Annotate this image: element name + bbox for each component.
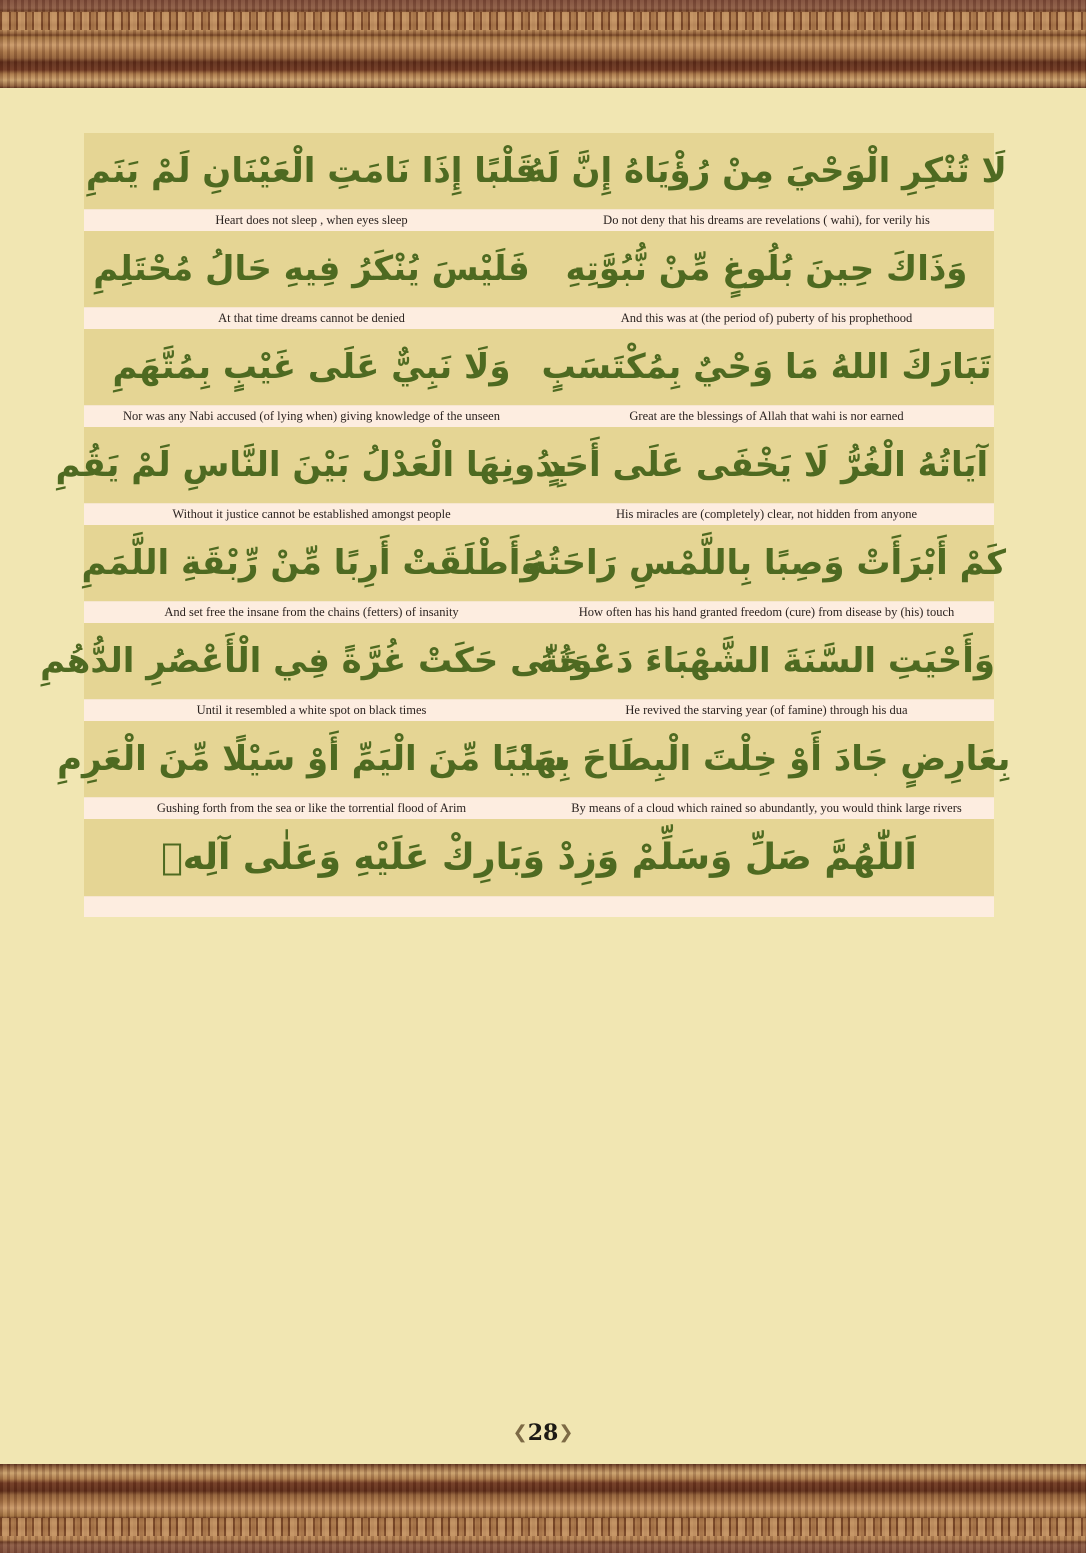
poem-table [40,133,1011,917]
couplet-second-hemistich: وَلَا نَبِيٌّ عَلَى غَيْبٍ بِمُتَّهَمِ [112,347,511,387]
couplet-first-hemistich: بِعَارِضٍ جَادَ أَوْ خِلْتَ الْبِطَاحَ بِهَا [522,739,1011,779]
couplet-second-translation: Without it justice cannot be established amongst people [172,507,451,521]
couplet-5 [81,525,1007,623]
couplet-second-translation: And set free the insane from the chains (fetters) of insanity [164,605,459,619]
couplet-4 [55,427,994,525]
ornament-left-icon: ❮ [512,1422,528,1443]
couplet-first-hemistich: كَمْ أَبْرَأَتْ وَصِبًا بِاللَّمْسِ رَاحَتُهُ [526,543,1007,583]
couplet-second-hemistich: وَأَطْلَقَتْ أَرِبًا مِّنْ رِّبْقَةِ اللَّمَمِ [81,543,542,583]
closing-salawat [84,819,994,917]
couplet-3 [84,329,994,427]
couplet-first-hemistich: آيَاتُهُ الْغُرُّ لَا يَخْفَى عَلَى أَحَدٍ [544,445,989,485]
couplet-second-hemistich: سَيْبًا مِّنَ الْيَمِّ أَوْ سَيْلًا مِّنَ الْعَرِمِ [57,739,566,779]
couplet-second-hemistich: قَلْبًا إِذَا نَامَتِ الْعَيْنَانِ لَمْ يَنَمِ [85,151,538,191]
couplet-6 [40,623,996,721]
couplet-first-hemistich: وَذَاكَ حِينَ بُلُوغٍ مِّنْ نُّبُوَّتِهِ [565,249,968,289]
couplet-second-translation: At that time dreams cannot be denied [218,311,405,325]
couplet-second-hemistich: فَلَيْسَ يُنْكَرُ فِيهِ حَالُ مُحْتَلِمِ [93,249,530,289]
couplet-first-hemistich: تَبَارَكَ اللهُ مَا وَحْيٌ بِمُكْتَسَبٍ [541,347,992,387]
couplet-first-translation: How often has his hand granted freedom (cure) from disease by (his) touch [578,605,955,619]
couplet-first-translation: Do not deny that his dreams are revelations ( wahi), for verily his [603,213,930,227]
decorative-bottom-border [0,1464,1086,1553]
couplet-7 [57,721,1011,819]
couplet-second-hemistich: بِدُونِهَا الْعَدْلُ بَيْنَ النَّاسِ لَمْ يَقُمِ [55,445,568,485]
couplet-first-hemistich: وَأَحْيَتِ السَّنَةَ الشَّهْبَاءَ دَعْوَتُهُ [537,641,996,681]
couplet-first-translation: His miracles are (completely) clear, not hidden from anyone [615,507,918,521]
couplet-1 [84,133,1007,231]
decorative-top-arch-pattern [0,12,1086,30]
ornament-right-icon: ❯ [558,1422,574,1443]
couplet-first-translation: He revived the starving year (of famine) through his dua [625,703,908,717]
couplet-second-translation: Until it resembled a white spot on black times [196,703,427,717]
couplet-first-translation: And this was at (the period of) puberty of his prophethood [620,311,913,325]
salawat-text: اَللّٰهُمَّ صَلِّ وَسَلِّمْ وَزِدْ وَبَارِكْ عَلَيْهِ وَعَلٰى آلِهٖ [161,837,917,878]
couplet-first-translation: By means of a cloud which rained so abundantly, you would think large rivers [571,801,962,815]
couplet-second-hemistich: حَتّٰى حَكَتْ غُرَّةً فِي الْأَعْصُرِ الدُّهُمِ [40,641,583,681]
couplet-2 [84,231,994,329]
couplet-first-translation: Great are the blessings of Allah that wahi is nor earned [629,409,904,423]
decorative-bottom-arch-pattern [0,1518,1086,1536]
couplet-first-hemistich: لَا تُنْكِرِ الْوَحْيَ مِنْ رُؤْيَاهُ إِنَّ لَهُ [526,151,1007,191]
couplet-second-translation: Gushing forth from the sea or like the torrential flood of Arim [156,801,467,815]
couplet-second-translation: Heart does not sleep , when eyes sleep [215,213,408,227]
couplet-second-translation: Nor was any Nabi accused (of lying when) giving knowledge of the unseen [123,409,500,423]
page-number [0,1420,1086,1446]
page-number-value: 28 [527,1420,559,1446]
